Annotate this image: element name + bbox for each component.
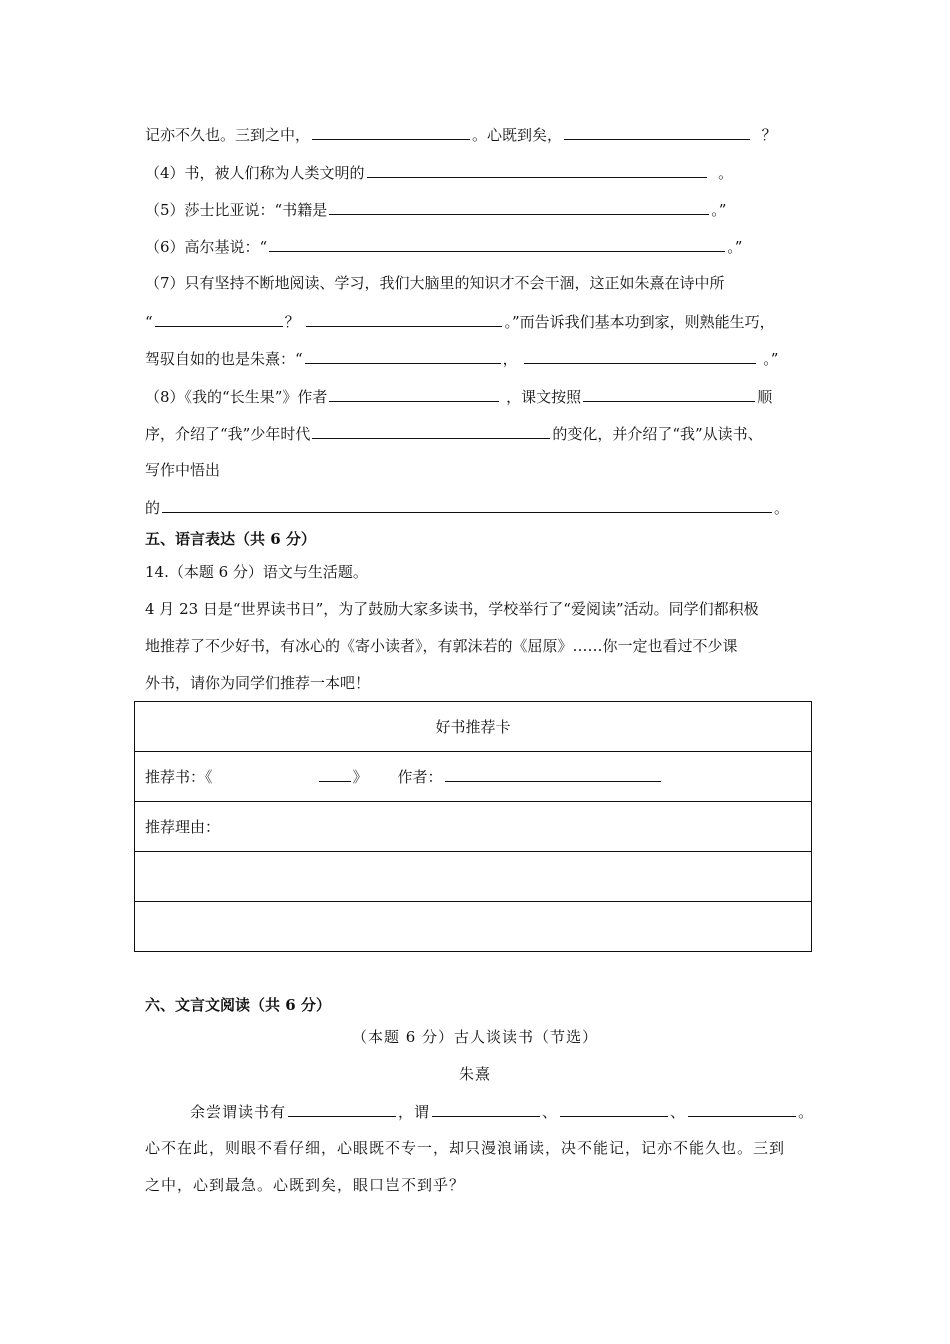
author-blank[interactable] bbox=[445, 766, 661, 782]
text-segment: 。 bbox=[718, 164, 734, 182]
paragraph-line: 地推荐了不少好书，有冰心的《寄小读者》，有郭沫若的《屈原》……你一定也看过不少课 bbox=[145, 637, 738, 655]
text-segment: ，课文按照 bbox=[506, 388, 582, 406]
text-segment: 。”而告诉我们基本功到家，则熟能生巧， bbox=[504, 313, 775, 331]
fill-blank[interactable] bbox=[329, 386, 499, 402]
book-label: 推荐书：《 bbox=[145, 768, 213, 786]
fill-blank[interactable] bbox=[688, 1101, 796, 1117]
text-segment: 、 bbox=[670, 1103, 687, 1121]
text-segment: 顺 bbox=[757, 388, 773, 406]
section-heading: 六、文言文阅读（共 6 分） bbox=[145, 996, 331, 1014]
question-8 bbox=[145, 386, 772, 407]
passage-subtitle: （本题 6 分）古人谈读书（节选） bbox=[351, 1028, 599, 1046]
text-segment: （8）《我的“长生果”》作者 bbox=[145, 388, 328, 406]
book-recommendation-card bbox=[134, 701, 812, 952]
fill-blank[interactable] bbox=[560, 1101, 668, 1117]
fill-blank[interactable] bbox=[305, 348, 501, 364]
text-segment: 驾驭自如的也是朱熹：“ bbox=[145, 350, 303, 368]
card-title: 好书推荐卡 bbox=[135, 702, 812, 752]
text-segment: ， bbox=[502, 350, 518, 368]
passage-line: 心不在此，则眼不看仔细，心眼既不专一，却只漫浪诵读，决不能记，记亦不能久也。三到 bbox=[145, 1139, 786, 1157]
text-segment: 的 bbox=[145, 499, 161, 517]
passage-author: 朱熹 bbox=[458, 1065, 491, 1083]
text-segment: ，谓 bbox=[398, 1103, 431, 1121]
question-7-line-3 bbox=[145, 348, 778, 369]
fill-blank[interactable] bbox=[312, 124, 470, 140]
passage-line bbox=[190, 1101, 814, 1122]
text-segment: 写作中悟出 bbox=[145, 461, 221, 479]
fill-blank[interactable] bbox=[288, 1101, 396, 1117]
text-line bbox=[145, 124, 777, 145]
text-segment: 。” bbox=[763, 350, 779, 368]
fill-blank[interactable] bbox=[564, 124, 750, 140]
fill-blank[interactable] bbox=[306, 311, 502, 327]
card-blank-row[interactable] bbox=[135, 852, 812, 902]
fill-blank[interactable] bbox=[583, 386, 755, 402]
text-segment: （5）莎士比亚说：“书籍是 bbox=[145, 201, 328, 219]
text-segment: “ bbox=[145, 313, 153, 331]
text-segment: （7）只有坚持不断地阅读、学习，我们大脑里的知识才不会干涸，这正如朱熹在诗中所 bbox=[145, 274, 725, 292]
fill-blank[interactable] bbox=[367, 162, 707, 178]
text-segment: 、 bbox=[542, 1103, 559, 1121]
question-14: 14.（本题 6 分）语文与生活题。 bbox=[145, 563, 368, 581]
text-segment: （6）高尔基说：“ bbox=[145, 238, 268, 256]
card-reason-row: 推荐理由： bbox=[135, 802, 812, 852]
text-segment: 。心既到矣， bbox=[472, 126, 563, 144]
book-close: 》 bbox=[352, 768, 368, 786]
fill-blank[interactable] bbox=[269, 236, 725, 252]
question-4 bbox=[145, 162, 733, 183]
card-blank-row[interactable] bbox=[135, 902, 812, 952]
passage-line: 之中，心到最急。心既到矣，眼口岂不到乎？ bbox=[145, 1176, 466, 1194]
text-segment: 。 bbox=[774, 499, 790, 517]
question-8-line-4 bbox=[145, 497, 789, 518]
fill-blank[interactable] bbox=[329, 199, 709, 215]
text-segment: 记亦不久也。三到之中， bbox=[145, 126, 311, 144]
question-8-line-2 bbox=[145, 423, 763, 444]
question-5 bbox=[145, 199, 726, 220]
text-segment: 。 bbox=[798, 1103, 815, 1121]
text-segment: ？ bbox=[284, 313, 300, 331]
section-heading: 五、语言表达（共 6 分） bbox=[145, 530, 316, 548]
text-segment: ？ bbox=[761, 126, 777, 144]
question-8-line-3 bbox=[145, 460, 220, 480]
text-segment: 。” bbox=[711, 201, 727, 219]
book-title-blank[interactable] bbox=[319, 766, 351, 782]
question-7 bbox=[145, 273, 725, 293]
fill-blank[interactable] bbox=[432, 1101, 540, 1117]
fill-blank[interactable] bbox=[155, 311, 283, 327]
card-book-row bbox=[135, 752, 812, 802]
fill-blank[interactable] bbox=[312, 423, 550, 439]
text-segment: 余尝谓读书有 bbox=[190, 1103, 287, 1121]
text-segment: 。” bbox=[727, 238, 743, 256]
text-segment: （4）书，被人们称为人类文明的 bbox=[145, 164, 365, 182]
fill-blank[interactable] bbox=[162, 497, 772, 513]
question-6 bbox=[145, 236, 742, 257]
author-label: 作者： bbox=[397, 768, 443, 786]
text-segment: 的变化，并介绍了“我”从读书、 bbox=[552, 425, 763, 443]
paragraph-line: 外书，请你为同学们推荐一本吧！ bbox=[145, 674, 371, 692]
fill-blank[interactable] bbox=[524, 348, 756, 364]
question-7-line-2 bbox=[145, 311, 775, 332]
text-segment: 序，介绍了“我”少年时代 bbox=[145, 425, 311, 443]
paragraph-line: 4 月 23 日是“世界读书日”，为了鼓励大家多读书，学校举行了“爱阅读”活动。同学们都积极 bbox=[145, 600, 759, 618]
